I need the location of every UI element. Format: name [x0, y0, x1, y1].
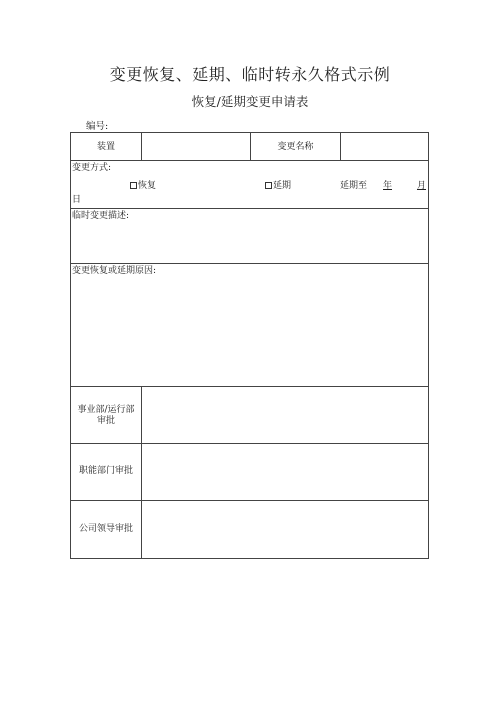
checkbox-icon: [130, 182, 137, 189]
change-name-label: 变更名称: [277, 142, 314, 152]
row-divider: [71, 160, 428, 161]
division-approval-field[interactable]: [142, 387, 429, 442]
device-field[interactable]: [142, 134, 249, 159]
row-divider: [71, 263, 428, 264]
company-leader-approval-field[interactable]: [142, 501, 429, 558]
document-title: 变更恢复、延期、临时转永久格式示例: [109, 65, 391, 84]
restore-option[interactable]: [130, 181, 156, 192]
row-divider: [71, 208, 428, 209]
temp-change-desc-field[interactable]: [72, 223, 428, 262]
extend-option[interactable]: [265, 181, 291, 192]
functional-dept-approval-field[interactable]: [142, 444, 429, 499]
restore-option-label: 恢复: [138, 181, 157, 191]
checkbox-icon: [265, 182, 272, 189]
reason-field[interactable]: [72, 279, 428, 385]
extend-option-label: 延期: [273, 181, 292, 191]
change-method-label: 变更方式:: [72, 163, 112, 173]
day-label: 日: [72, 195, 82, 205]
device-label: 装置: [96, 142, 115, 152]
company-leader-approval-label: 公司领导审批: [78, 524, 133, 534]
form-number-label: 编号:: [86, 121, 109, 132]
reason-label: 变更恢复或延期原因:: [72, 266, 157, 276]
month-label[interactable]: 月: [416, 181, 426, 191]
change-name-field[interactable]: [341, 134, 429, 159]
extend-to-label: 延期至: [340, 181, 368, 191]
temp-change-desc-label: 临时变更描述:: [72, 211, 130, 221]
document-subtitle: 恢复/延期变更申请表: [191, 94, 309, 109]
year-label[interactable]: 年: [383, 181, 393, 191]
functional-dept-approval-label: 职能部门审批: [78, 466, 133, 476]
division-approval-label: 事业部/运行部审批: [77, 405, 135, 426]
application-form: [70, 132, 429, 559]
